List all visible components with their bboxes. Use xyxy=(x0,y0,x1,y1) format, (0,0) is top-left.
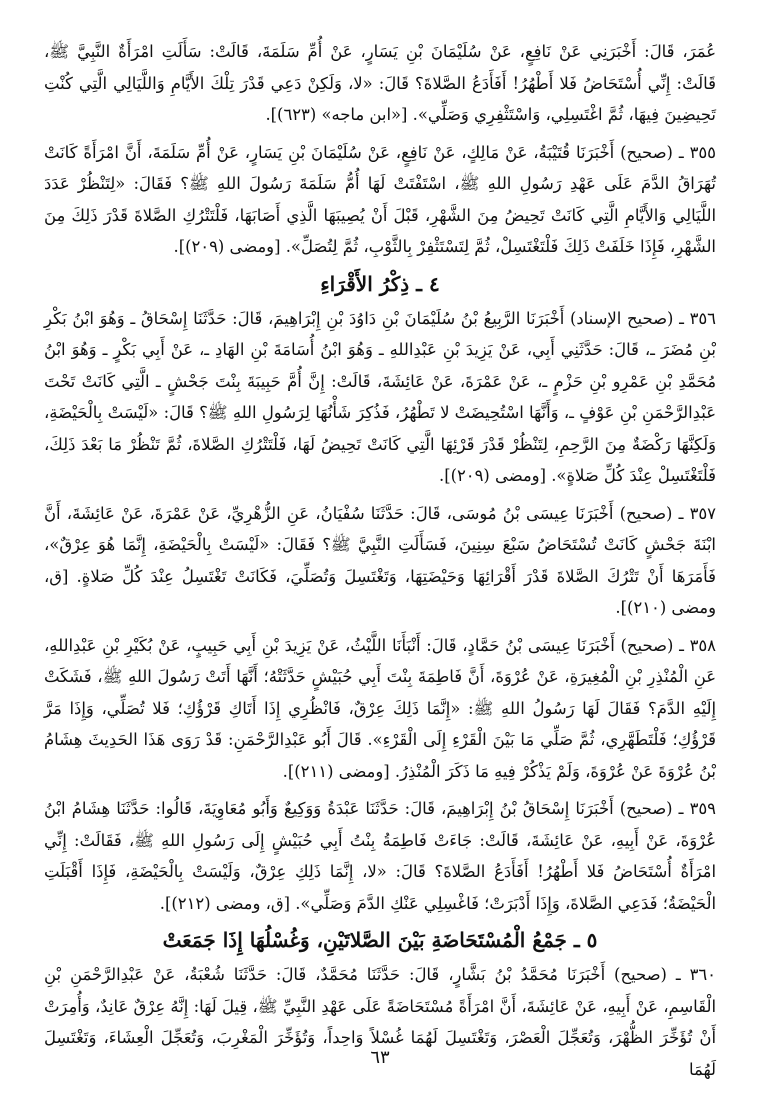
hadith-356: ٣٥٦ ـ (صحيح الإسناد) أَخْبَرَنَا الرَّبِيعُ بْنُ سُلَيْمَانَ بْنِ دَاوُدَ بْنِ إِبْرَاهِيمَ، قَالَ: حَدَّثَنَا إِسْحَاقُ ـ وَهُوَ ابْنُ بَكْرِ بْنِ مُضَرَ ـ، قَالَ: حَدَّثَنِي أَبِي، عَنْ يَزِيدَ بْنِ عَبْدِاللهِ ـ وَهُوَ ابْنُ أُسَامَةَ بْنِ الهَادِ ـ، عَنْ أَبِي بَكْرٍ ـ وَهُوَ ابْنُ مُحَمَّدِ بْنِ عَمْرِو بْنِ حَزْمٍ ـ، عَنْ عَمْرَةَ، عَنْ عَائِشَةَ، قَالَتْ: إِنَّ أُمَّ حَبِيبَةَ بِنْتَ جَحْشٍ ـ الَّتِي كَانَتْ تَحْتَ عَبْدِالرَّحْمَنِ بْنِ عَوْفٍ ـ، وَأَنَّهَا اسْتُحِيضَتْ لا تَطْهُرُ، فَذُكِرَ شَأْنُهَا لِرَسُولِ اللهِ ﷺ؟ قَالَ: «لَيْسَتْ بِالْحَيْضَةِ، وَلَكِنَّهَا رَكْضَةٌ مِنَ الرَّحِمِ، لِتَنْظُرْ قَدْرَ قَرْئِهَا الَّتِي كَانَتْ تَحِيضُ لَهَا، فَلْتَتْرُكِ الصَّلاةَ، ثُمَّ تَنْظُرْ مَا بَعْدَ ذَلِكَ، فَلْتَغْتَسِلْ عِنْدَ كُلِّ صَلاةٍ». [ومضى (٢٠٩)]. xyxy=(44,308,716,485)
hadith-continuation: عُمَرَ، قَالَ: أَخْبَرَنِي عَنْ نَافِعٍ، عَنْ سُلَيْمَانَ بْنِ يَسَارٍ، عَنْ أُمِّ سَلَمَةَ، قَالَتْ: سَأَلَتِ امْرَأَةٌ النَّبِيَّ ﷺ، قَالَتْ: إِنِّي أُسْتَحَاضُ فَلا أَطْهُرُ! أَفَأَدَعُ الصَّلاةَ؟ قَالَ: «لا، وَلَكِنْ دَعِي قَدْرَ تِلْكَ الأَيَّامِ وَاللَّيَالِي الَّتِي كُنْتِ تَحِيضِينَ فِيهَا، ثُمَّ اغْتَسِلِي، وَاسْتَثْفِرِي وَصَلِّي». [«ابن ماجه» (٦٢٣)]. xyxy=(44,42,716,124)
hadith-355: ٣٥٥ ـ (صحيح) أَخْبَرَنَا قُتَيْبَةُ، عَنْ مَالِكٍ، عَنْ نَافِعٍ، عَنْ سُلَيْمَانَ بْنِ يَسَارٍ، عَنْ أُمِّ سَلَمَةَ، أَنَّ امْرَأَةً كَانَتْ تُهَرَاقُ الدَّمَ عَلَى عَهْدِ رَسُولِ اللهِ ﷺ، اسْتَفْتَتْ لَهَا أُمُّ سَلَمَةَ رَسُولَ اللهِ ﷺ؟ فَقَالَ: «لِتَنْظُرْ عَدَدَ اللَّيَالِي وَالأَيَّامِ الَّتِي كَانَتْ تَحِيضُ مِنَ الشَّهْرِ، قَبْلَ أَنْ يُصِيبَهَا الَّذِي أَصَابَهَا، فَلْتَتْرُكِ الصَّلاةَ قَدْرَ ذَلِكَ مِنَ الشَّهْرِ، فَإِذَا خَلَفَتْ ذَلِكَ فَلْتَغْتَسِلْ، ثُمَّ لِتَسْتَثْفِرْ بِالثَّوْبِ، ثُمَّ لِتُصَلِّ». [ومضى (٢٠٩)]. xyxy=(44,142,716,256)
hadith-358: ٣٥٨ ـ (صحيح) أَخْبَرَنَا عِيسَى بْنُ حَمَّادٍ، قَالَ: أَنْبَأَنَا اللَّيْثُ، عَنْ يَزِيدَ بْنِ أَبِي حَبِيبٍ، عَنْ بُكَيْرِ بْنِ عَبْدِاللهِ، عَنِ الْمُنْذِرِ بْنِ الْمُغِيرَةِ، عَنْ عُرْوَةَ، أَنَّ فَاطِمَةَ بِنْتَ أَبِي حُبَيْشٍ حَدَّثَتْهُ؛ أَنَّهَا أَتَتْ رَسُولَ اللهِ ﷺ، فَشَكَتْ إِلَيْهِ الدَّمَ؟ فَقَالَ لَهَا رَسُولُ اللهِ ﷺ: «إِنَّمَا ذَلِكَ عِرْقٌ، فَانْظُرِي إِذَا أَتَاكِ قَرْؤُكِ؛ فَلا تُصَلِّي، وَإِذَا مَرَّ قَرْؤُكِ؛ فَلْتَطَهَّرِي، ثُمَّ صَلِّي مَا بَيْنَ الْقَرْءِ إِلَى الْقَرْءِ». قَالَ أَبُو عَبْدِالرَّحْمَنِ: قَدْ رَوَى هَذَا الحَدِيثَ هِشَامُ بْنُ عُرْوَةَ عَنْ عُرْوَةَ، وَلَمْ يَذْكُرْ فِيهِ مَا ذَكَرَ الْمُنْذِرُ. [ومضى (٢١١)]. xyxy=(44,635,716,781)
hadith-360: ٣٦٠ ـ (صحيح) أَخْبَرَنَا مُحَمَّدُ بْنُ بَشَّارٍ، قَالَ: حَدَّثَنَا مُحَمَّدٌ، قَالَ: حَدَّثَنَا شُعْبَةُ، عَنْ عَبْدِالرَّحْمَنِ بْنِ الْقَاسِمِ، عَنْ أَبِيهِ، عَنْ عَائِشَةَ، أَنَّ امْرَأَةً مُسْتَحَاضَةً عَلَى عَهْدِ النَّبِيِّ ﷺ، قِيلَ لَهَا: إِنَّهُ عِرْقٌ عَانِدٌ، وَأُمِرَتْ أَنْ تُؤَخِّرَ الظُّهْرَ، وَتُعَجِّلَ الْعَصْرَ، وَتَغْتَسِلَ لَهُمَا غُسْلاً وَاحِداً، وَتُؤَخِّرَ الْمَغْرِبَ، وَتُعَجِّلَ الْعِشَاءَ، وَتَغْتَسِلَ لَهُمَا xyxy=(44,965,716,1079)
page-number: ٦٣ xyxy=(370,1047,390,1068)
hadith-359: ٣٥٩ ـ (صحيح) أَخْبَرَنَا إِسْحَاقُ بْنُ إِبْرَاهِيمَ، قَالَ: حَدَّثَنَا عَبْدَةُ وَوَكِيعٌ وَأَبُو مُعَاوِيَةَ، قَالُوا: حَدَّثَنَا هِشَامُ ابْنُ عُرْوَةَ، عَنْ أَبِيهِ، عَنْ عَائِشَةَ، قَالَتْ: جَاءَتْ فَاطِمَةُ بِنْتُ أَبِي حُبَيْشٍ إِلَى رَسُولِ اللهِ ﷺ، فَقَالَتْ: إِنِّي امْرَأَةٌ أُسْتَحَاضُ فَلا أَطْهُرُ! أَفَأَدَعُ الصَّلاةَ؟ قَالَ: «لا، إِنَّمَا ذَلِكِ عِرْقٌ، وَلَيْسَتْ بِالْحَيْضَةِ، فَإِذَا أَقْبَلَتِ الْحَيْضَةُ؛ فَدَعِي الصَّلاةَ، وَإِذَا أَدْبَرَتْ؛ فَاغْسِلِي عَنْكِ الدَّمَ وَصَلِّي». [ق، ومضى (٢١٢)]. xyxy=(44,799,716,913)
section-title-4: ٤ ـ ذِكْرُ الأَقْرَاءِ xyxy=(320,271,440,296)
hadith-357: ٣٥٧ ـ (صحيح) أَخْبَرَنَا عِيسَى بْنُ مُوسَى، قَالَ: حَدَّثَنَا سُفْيَانُ، عَنِ الزُّهْرِيِّ، عَنْ عَمْرَةَ، عَنْ عَائِشَةَ، أَنَّ ابْنَةَ جَحْشٍ كَانَتْ تُسْتَحَاضُ سَبْعَ سِنِينَ، فَسَأَلَتِ النَّبِيَّ ﷺ؟ فَقَالَ: «لَيْسَتْ بِالْحَيْضَةِ، إِنَّمَا هُوَ عِرْقٌ»، فَأَمَرَهَا أَنْ تَتْرُكَ الصَّلاةَ قَدْرَ أَقْرَائِهَا وَحَيْضَتِهَا، وَتَغْتَسِلَ وَتُصَلِّيَ، فَكَانَتْ تَغْتَسِلُ عِنْدَ كُلِّ صَلاةٍ. [ق، ومضى (٢١٠)]. xyxy=(44,503,716,617)
section-title-5: ٥ ـ جَمْعُ الْمُسْتَحَاضَةِ بَيْنَ الصَّلاتَيْنِ، وَغُسْلُهَا إِذَا جَمَعَتْ xyxy=(162,928,598,952)
